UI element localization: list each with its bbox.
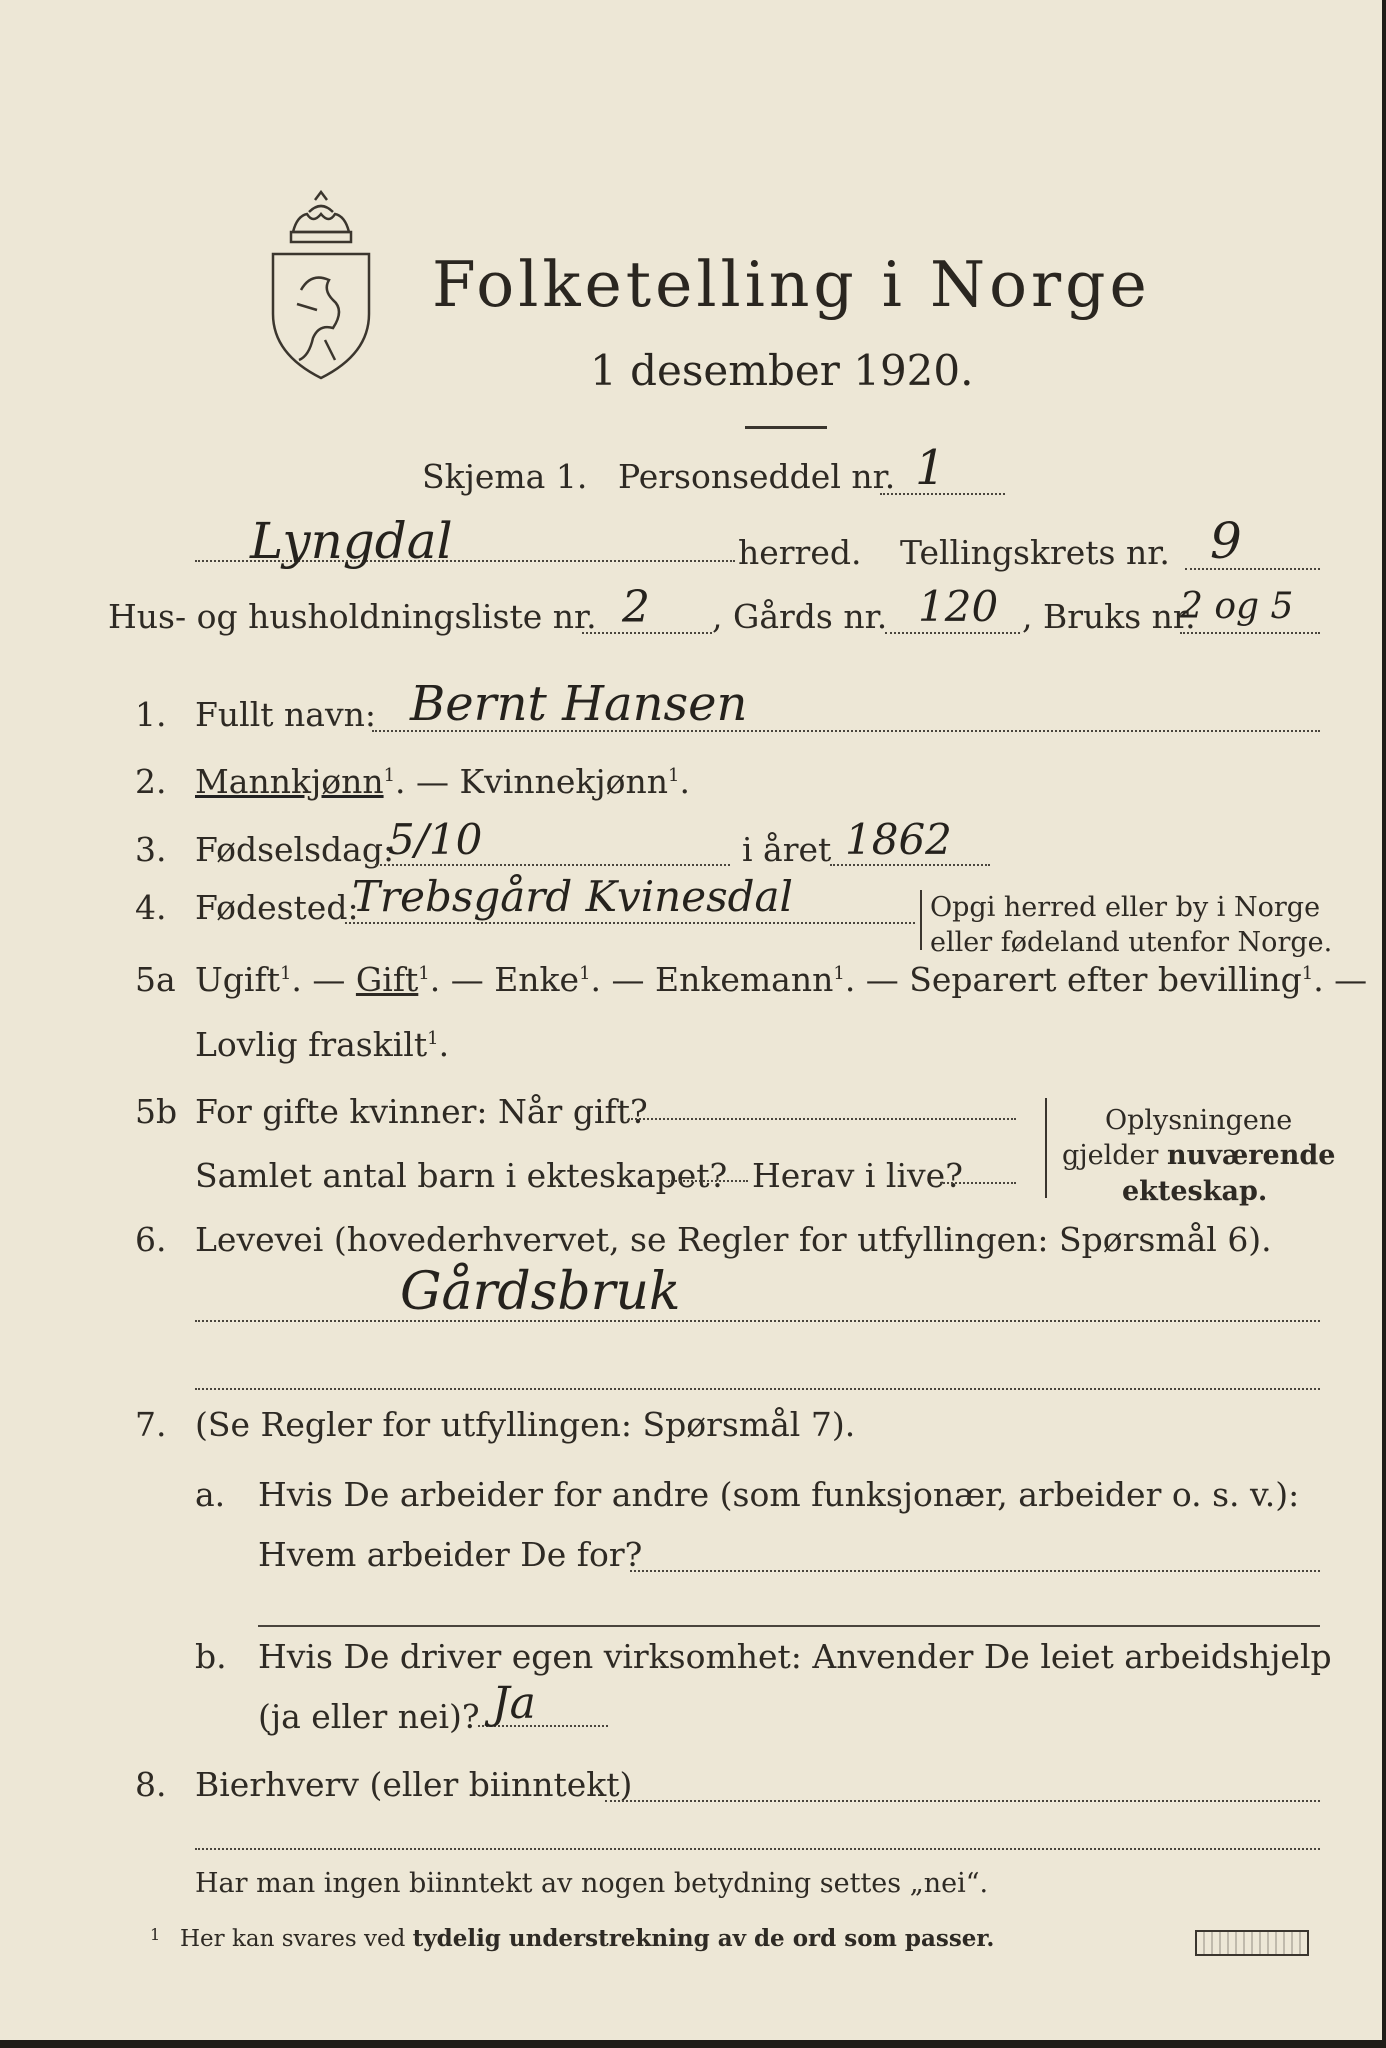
q3-birthday: 5/10: [388, 815, 483, 864]
personseddel-label: Personseddel nr.: [618, 457, 896, 496]
q3-label: Fødselsdag:: [195, 830, 395, 869]
q1-full-name: Bernt Hansen: [410, 676, 748, 732]
q4-birthplace: Trebsgård Kvinesdal: [352, 872, 793, 921]
footnote-text: Her kan svares ved tydelig understrekning av de ord som passer.: [180, 1925, 995, 1952]
q7-label: (Se Regler for utfyllingen: Spørsmål 7).: [195, 1405, 856, 1444]
q5b-note-1: Oplysningene: [1105, 1105, 1293, 1136]
q1-number: 1.: [135, 695, 167, 734]
q7a-rule: [258, 1625, 1320, 1627]
q5b-note-3: ekteskap.: [1122, 1176, 1268, 1207]
q7b-letter: b.: [195, 1637, 227, 1676]
q3-number: 3.: [135, 830, 167, 869]
q5a-line-2: Lovlig fraskilt$^1$.: [195, 1025, 450, 1064]
tellingskrets-label: Tellingskrets nr.: [900, 533, 1170, 572]
q4-number: 4.: [135, 888, 167, 927]
q5b-number: 5b: [135, 1092, 178, 1131]
census-date: 1 desember 1920.: [590, 346, 974, 395]
q3-year: 1862: [845, 815, 952, 864]
q7b-text: Hvis De driver egen virksomhet: Anvender De leiet arbeidshjelp: [258, 1637, 1332, 1676]
form-title: Folketelling i Norge: [432, 248, 1151, 321]
biinntekt-note: Har man ingen biinntekt av nogen betydning settes „nei“.: [195, 1868, 989, 1899]
q4-note-2: eller fødeland utenfor Norge.: [930, 927, 1333, 958]
q5b-note-2: gjelder nuværende: [1062, 1140, 1336, 1171]
q1-label: Fullt navn:: [195, 695, 376, 734]
q5b-label-1: For gifte kvinner: Når gift?: [195, 1092, 648, 1131]
q3-year-label: i året: [742, 830, 832, 869]
bruks-label: , Bruks nr.: [1022, 597, 1196, 636]
q2-male-option: Mannkjønn: [195, 762, 384, 801]
footnote-mark: 1: [150, 1925, 161, 1944]
hus-label: Hus- og husholdningsliste nr.: [108, 597, 597, 636]
q6-number: 6.: [135, 1220, 167, 1259]
q2-number: 2.: [135, 762, 167, 801]
q4-label: Fødested:: [195, 888, 359, 927]
q4-note-1: Opgi herred eller by i Norge: [930, 892, 1321, 923]
norwegian-coat-of-arms-icon: [265, 190, 377, 390]
personseddel-value: 1: [915, 440, 946, 496]
q7a-question: Hvem arbeider De for?: [258, 1535, 643, 1574]
q2-sex: Mannkjønn$^1$. — Kvinnekjønn$^1$.: [195, 762, 690, 801]
q2-female-option: Kvinnekjønn: [459, 762, 669, 801]
gards-value: 120: [918, 582, 999, 631]
bruks-value: 2 og 5: [1180, 586, 1294, 627]
q5b-label-2: Samlet antal barn i ekteskapet?: [195, 1156, 728, 1195]
q6-label: Levevei (hovederhvervet, se Regler for utfyllingen: Spørsmål 6).: [195, 1220, 1272, 1259]
q8-number: 8.: [135, 1765, 167, 1804]
q8-label: Bierhverv (eller biinntekt): [195, 1765, 633, 1804]
q5a-options: Ugift$^1$. — Gift$^1$. — Enke$^1$. — Enkemann$^1$. — Separert efter bevilling$^1$. —: [195, 960, 1368, 999]
q6-occupation: Gårdsbruk: [400, 1262, 681, 1322]
skjema-label: Skjema 1.: [422, 457, 588, 496]
tellingskrets-value: 9: [1210, 512, 1242, 570]
title-rule: [745, 426, 827, 429]
hus-value: 2: [622, 582, 650, 633]
herred-label: herred.: [738, 533, 862, 572]
q5a-gift-option: Gift: [355, 960, 419, 999]
gards-label: , Gårds nr.: [712, 597, 888, 636]
q7a-letter: a.: [195, 1475, 226, 1514]
q7b-question: (ja eller nei)?: [258, 1697, 480, 1736]
q7a-text: Hvis De arbeider for andre (som funksjonær, arbeider o. s. v.):: [258, 1475, 1300, 1514]
printer-stamp-icon: [1195, 1930, 1309, 1956]
herred-value: Lyngdal: [250, 512, 453, 570]
q7-number: 7.: [135, 1405, 167, 1444]
q5b-label-3: Herav i live?: [752, 1156, 963, 1195]
q7b-answer: Ja: [492, 1678, 536, 1729]
q5a-number: 5a: [135, 960, 176, 999]
